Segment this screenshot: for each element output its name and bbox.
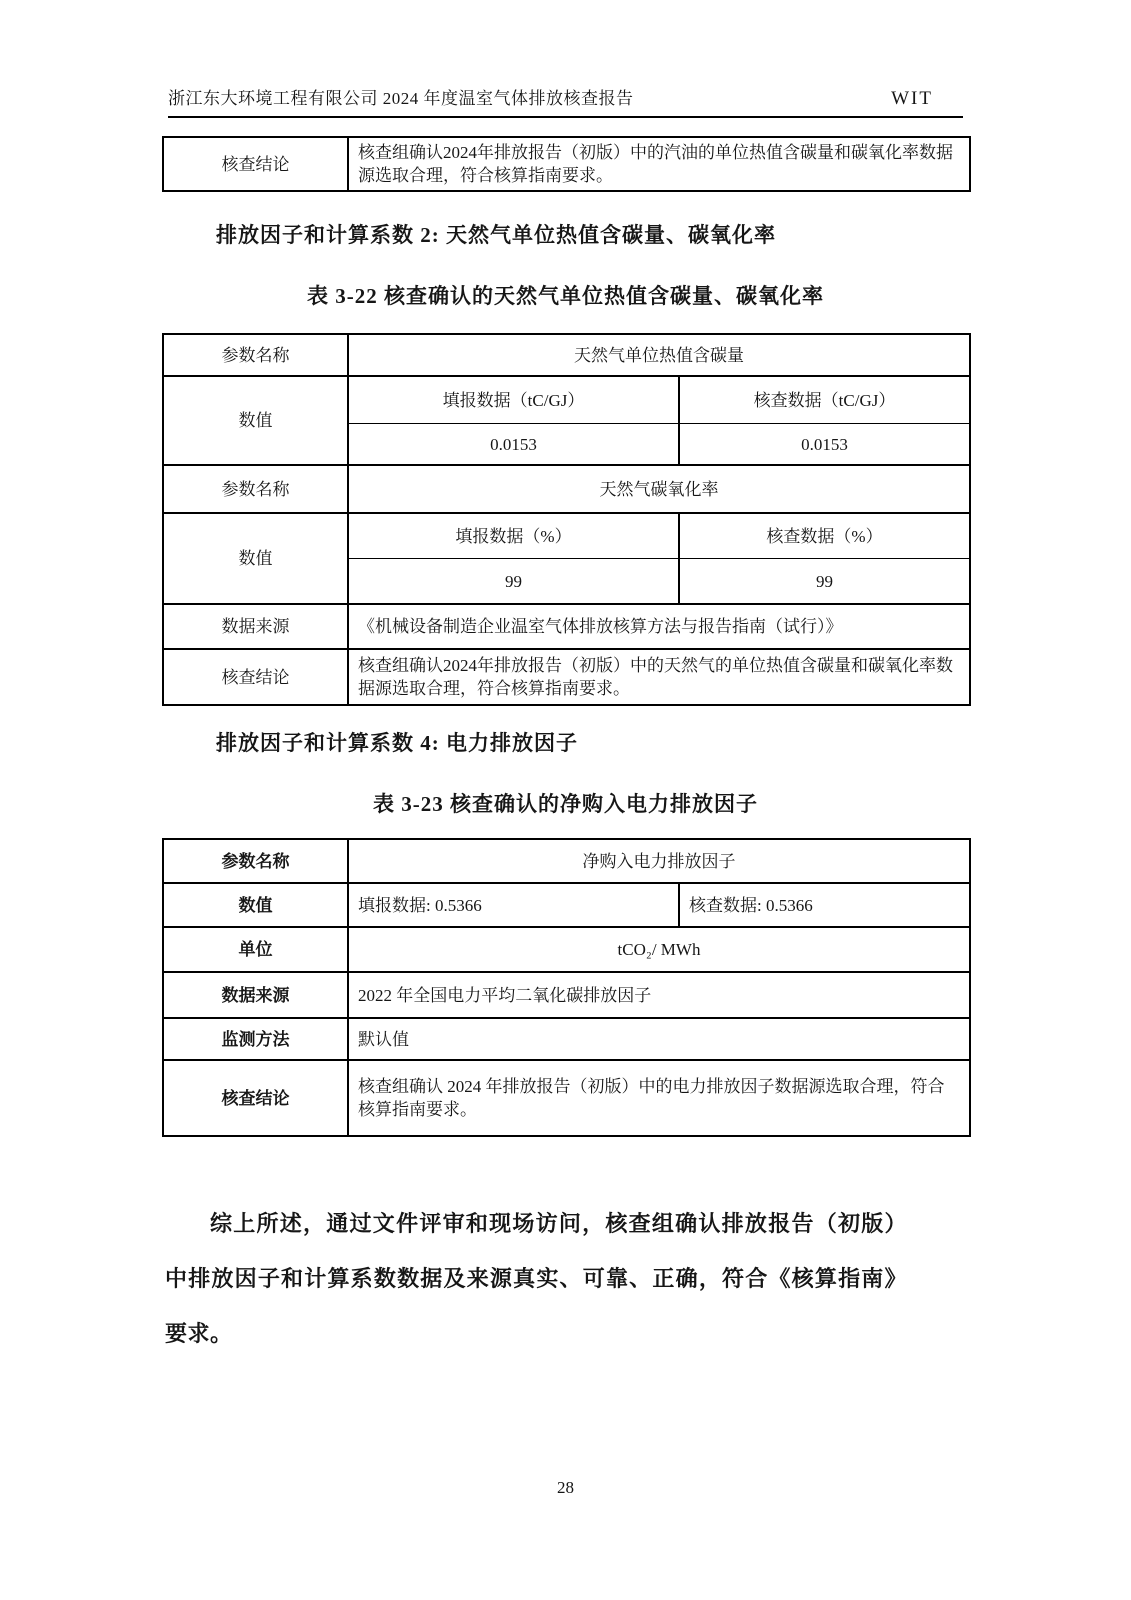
- conclusion-value-cell: 核查组确认2024年排放报告（初版）中的天然气的单位热值含碳量和碳氧化率数据源选取合理，符合核算指南要求。: [348, 649, 970, 705]
- table-row: [163, 376, 970, 424]
- header-divider: [168, 116, 963, 118]
- param-name-value-cell: 天然气碳氧化率: [348, 465, 970, 513]
- data-source-value-cell: 2022 年全国电力平均二氧化碳排放因子: [348, 972, 970, 1018]
- table-row: [163, 839, 970, 883]
- table-row: [163, 649, 970, 705]
- method-value-cell: 默认值: [348, 1018, 970, 1060]
- numeric-label-cell: 数值: [163, 883, 348, 927]
- verified-value-cell: 99: [679, 559, 970, 605]
- verified-value-cell: 核查数据: 0.5366: [679, 883, 970, 927]
- table-row: [163, 883, 970, 927]
- conclusion-label-cell: 核查结论: [163, 137, 348, 191]
- unit-value-cell: tCO₂/ MWh: [348, 927, 970, 972]
- table-caption-3-23: 表 3-23 核查确认的净购入电力排放因子: [373, 792, 758, 816]
- verified-value-cell: 0.0153: [679, 424, 970, 466]
- reported-header-cell: 填报数据（%）: [348, 513, 679, 559]
- table-row: [163, 334, 970, 376]
- param-name-label-cell: 参数名称: [163, 334, 348, 376]
- param-name-value-cell: 净购入电力排放因子: [348, 839, 970, 883]
- section-heading-gas: 排放因子和计算系数 2: 天然气单位热值含碳量、碳氧化率: [216, 223, 776, 247]
- conclusion-label-cell: 核查结论: [163, 649, 348, 705]
- table-row: [163, 927, 970, 972]
- gasoline-conclusion-table: [162, 136, 971, 192]
- reported-value-cell: 填报数据: 0.5366: [348, 883, 679, 927]
- wit-logo: WIT: [891, 88, 933, 109]
- conclusion-value-cell: 核查组确认 2024 年排放报告（初版）中的电力排放因子数据源选取合理，符合核算指南要求。: [348, 1060, 970, 1136]
- param-name-value-cell: 天然气单位热值含碳量: [348, 334, 970, 376]
- table-caption-3-22: 表 3-22 核查确认的天然气单位热值含碳量、碳氧化率: [307, 284, 824, 308]
- summary-paragraph: 综上所述，通过文件评审和现场访问，核查组确认排放报告（初版）中排放因子和计算系数数据及来源真实、可靠、正确，符合《核算指南》要求。: [165, 1211, 907, 1346]
- power-factor-table: [162, 838, 971, 1137]
- table-row: [163, 972, 970, 1018]
- numeric-label-cell: 数值: [163, 513, 348, 604]
- numeric-label-cell: 数值: [163, 376, 348, 465]
- table-row: [163, 604, 970, 649]
- verified-header-cell: 核查数据（%）: [679, 513, 970, 559]
- report-title: 浙江东大环境工程有限公司 2024 年度温室气体排放核查报告: [168, 89, 634, 108]
- table-row: [163, 513, 970, 559]
- table-row: [163, 1018, 970, 1060]
- unit-label-cell: 单位: [163, 927, 348, 972]
- param-name-label-cell: 参数名称: [163, 465, 348, 513]
- reported-value-cell: 99: [348, 559, 679, 605]
- data-source-value-cell: 《机械设备制造企业温室气体排放核算方法与报告指南（试行）》: [348, 604, 970, 649]
- table-row: [163, 465, 970, 513]
- conclusion-value-cell: 核查组确认2024年排放报告（初版）中的汽油的单位热值含碳量和碳氧化率数据源选取合理，符合核算指南要求。: [348, 137, 970, 191]
- verified-header-cell: 核查数据（tC/GJ）: [679, 376, 970, 424]
- section-heading-power: 排放因子和计算系数 4: 电力排放因子: [216, 731, 578, 755]
- table-row: [163, 137, 970, 191]
- data-source-label-cell: 数据来源: [163, 972, 348, 1018]
- param-name-label-cell: 参数名称: [163, 839, 348, 883]
- page-header: [168, 84, 963, 110]
- method-label-cell: 监测方法: [163, 1018, 348, 1060]
- table-row: [163, 1060, 970, 1136]
- gas-parameter-table: [162, 333, 971, 706]
- page-number: 28: [557, 1478, 574, 1497]
- conclusion-label-cell: 核查结论: [163, 1060, 348, 1136]
- data-source-label-cell: 数据来源: [163, 604, 348, 649]
- reported-header-cell: 填报数据（tC/GJ）: [348, 376, 679, 424]
- reported-value-cell: 0.0153: [348, 424, 679, 466]
